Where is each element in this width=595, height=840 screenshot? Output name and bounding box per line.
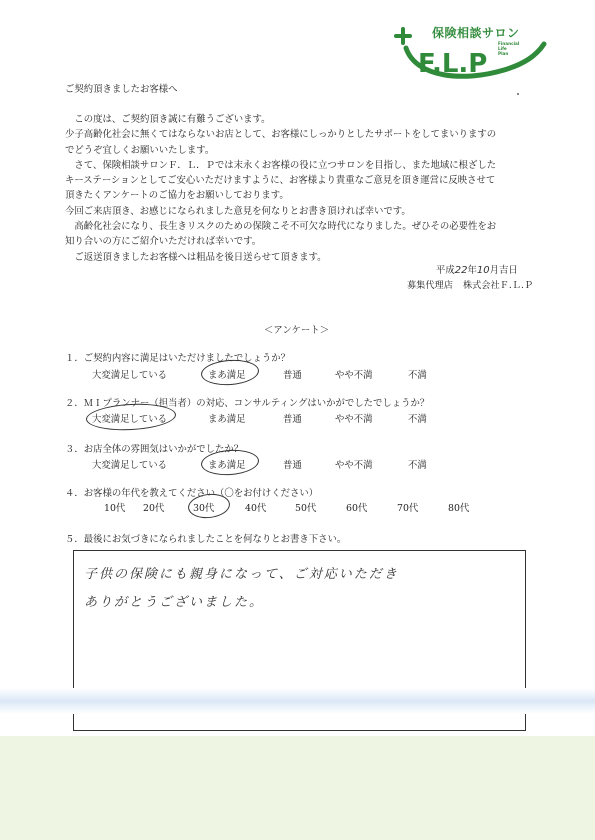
q4-option-80s[interactable]: 80代 (448, 503, 470, 514)
brand-name: 保険相談サロン (432, 26, 520, 40)
q4-option-10s[interactable]: 10代 (104, 503, 126, 514)
letter-line: 少子高齢化社会に無くてはならないお店として、お客様にしっかりとしたサポートをしてまいりますの (65, 129, 497, 141)
q2-option-somewhat-satisfied[interactable]: まあ満足 (208, 414, 246, 425)
q4-option-50s[interactable]: 50代 (295, 503, 317, 514)
letter-date (436, 262, 518, 276)
q2-option-dissatisfied[interactable]: 不満 (408, 414, 427, 425)
flp-logo (394, 22, 554, 84)
question-2: ２．ＭＩプランナー（担当者）の対応、コンサルティングはいかがでしたでしょうか？ (65, 398, 430, 409)
question-3: ３．お店全体の雰囲気はいかがでしたか？ (65, 444, 244, 455)
letter-line: 今回ご来店頂き、お感じになられました意見を何なりとお書き頂ければ幸いです。 (65, 205, 411, 217)
q3-option-very-satisfied[interactable]: 大変満足している (92, 460, 168, 471)
logo-letters: F.L.P (418, 49, 488, 79)
question-1: １．ご契約内容に満足はいただけましたでしょうか？ (65, 353, 291, 364)
letter-line: キーステーションとしてご安心いただけますように、お客様より貴重なご意見を頂き運営に反映させて (65, 175, 496, 187)
date-prefix: 平成 (436, 265, 455, 276)
question-5: ５．最後にお気づきになられましたことを何なりとお書き下さい。 (65, 534, 347, 545)
q3-option-dissatisfied[interactable]: 不満 (408, 460, 427, 471)
q2-option-very-satisfied[interactable]: 大変満足している (92, 414, 168, 425)
q3-option-somewhat-satisfied[interactable]: まあ満足 (208, 460, 246, 471)
date-month: 10 (476, 265, 490, 276)
q3-option-neutral[interactable]: 普通 (283, 460, 302, 471)
letter-line: ご返送頂きましたお客様へは粗品を後日送らせて頂きます。 (65, 251, 327, 263)
letter-line: この度は、ご契約頂き誠に有難うございます。 (65, 114, 271, 125)
greeting: ご契約頂きましたお客様へ (65, 84, 178, 95)
date-mid: 年 (467, 265, 477, 276)
q2-option-somewhat-dissatisfied[interactable]: やや不満 (335, 414, 373, 425)
agent-name: 株式会社Ｆ.Ｌ.Ｐ (462, 280, 534, 291)
q1-option-dissatisfied[interactable]: 不満 (408, 370, 427, 381)
decorative-band (0, 688, 595, 714)
q4-option-20s[interactable]: 20代 (143, 503, 165, 514)
q2-option-neutral[interactable]: 普通 (283, 414, 302, 425)
date-suffix: 月吉日 (489, 265, 518, 276)
q1-option-neutral[interactable]: 普通 (283, 370, 302, 381)
agent-label: 募集代理店 (407, 280, 453, 291)
brand-sub (498, 41, 519, 56)
mark-dot (517, 93, 519, 95)
q4-option-60s[interactable]: 60代 (346, 503, 368, 514)
brand-sub-2: Life (498, 46, 507, 51)
date-year: 22 (454, 265, 468, 276)
q4-option-40s[interactable]: 40代 (245, 503, 267, 514)
agent-line (407, 277, 543, 291)
q1-option-very-satisfied[interactable]: 大変満足している (92, 370, 168, 381)
brand-sub-1: Financial (498, 41, 520, 46)
q1-option-somewhat-dissatisfied[interactable]: やや不満 (335, 370, 373, 381)
letter-line: さて、保険相談サロンＦ．Ｌ．Ｐでは末永くお客様の役に立つサロンを目指し、また地域に根ざした (65, 159, 497, 171)
q4-option-30s[interactable]: 30代 (193, 503, 215, 514)
letter-body (65, 112, 555, 265)
brand-sub-3: Plan (498, 51, 509, 56)
survey-title: ＜アンケート＞ (264, 325, 330, 336)
question-4: ４．お客様の年代を教えてください（〇をお付けください） (65, 488, 319, 499)
q3-option-somewhat-dissatisfied[interactable]: やや不満 (335, 460, 373, 471)
letter-line: 高齢化社会になり、長生きリスクのための保険こそ不可欠な時代になりました。ぜひその必要性をお (65, 221, 497, 233)
q4-option-70s[interactable]: 70代 (397, 503, 419, 514)
letter-line: 知り合いの方にご紹介いただければ幸いです。 (65, 236, 262, 248)
answer-line-2: ありがとうございました。 (84, 595, 265, 610)
letter-line: でどうぞ宜しくお願いいたします。 (65, 144, 215, 156)
answer-line-1: 子供の保険にも親身になって、ご対応いただき (84, 567, 399, 582)
q1-option-somewhat-satisfied[interactable]: まあ満足 (208, 370, 246, 381)
footer-green-area (0, 736, 595, 840)
letter-line: 頂きたくアンケートのご協力をお願いしております。 (65, 190, 289, 202)
